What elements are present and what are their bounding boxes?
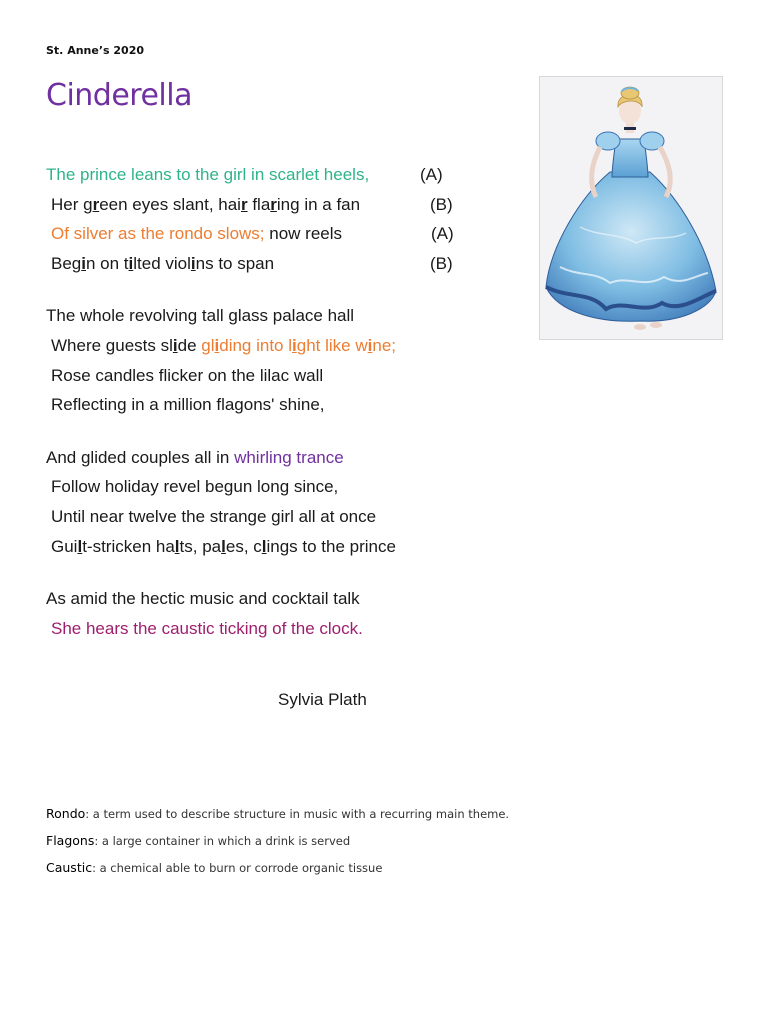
poem-line: Follow holiday revel begun long since, bbox=[51, 477, 339, 497]
poem-line: Of silver as the rondo slows; now reels (A) bbox=[46, 219, 526, 249]
rhyme-marker: (A) bbox=[431, 224, 454, 244]
header-school: St. Anne’s 2020 bbox=[46, 44, 144, 57]
poem-line: Her green eyes slant, hair flaring in a fan (B) bbox=[46, 190, 526, 220]
cinderella-drawing bbox=[540, 77, 722, 339]
glossary-definition: : a chemical able to burn or corrode organic tissue bbox=[92, 861, 383, 875]
rhyme-marker: (B) bbox=[430, 194, 453, 214]
glossary-term: Caustic bbox=[46, 860, 93, 875]
glossary-term: Flagons bbox=[46, 833, 95, 848]
glossary-definition: : a large container in which a drink is served bbox=[94, 834, 351, 848]
poem-body bbox=[46, 160, 526, 643]
poem-line: Where guests slide gliding into light like wine; bbox=[51, 335, 396, 355]
poem-line: And glided couples all in whirling trance bbox=[46, 447, 344, 467]
glossary-definition: : a term used to describe structure in music with a recurring main theme. bbox=[85, 807, 510, 821]
glossary-item bbox=[46, 831, 509, 858]
rhyme-marker: (B) bbox=[430, 253, 453, 273]
poem-line: Guilt-stricken halts, pales, clings to the prince bbox=[51, 536, 396, 556]
glossary-term: Rondo bbox=[46, 806, 86, 821]
poem-line: As amid the hectic music and cocktail talk bbox=[46, 589, 360, 609]
glossary-item bbox=[46, 858, 509, 885]
poem-line: Reflecting in a million flagons' shine, bbox=[51, 395, 325, 415]
poem-author: Sylvia Plath bbox=[278, 690, 367, 709]
poem-line: Begin on tilted violins to span (B) bbox=[46, 249, 526, 279]
poem-line: Until near twelve the strange girl all at once bbox=[51, 506, 377, 526]
glossary bbox=[46, 804, 509, 885]
poem-title: Cinderella bbox=[46, 78, 192, 113]
poem-line: The prince leans to the girl in scarlet heels, (A) bbox=[46, 160, 526, 190]
glossary-item bbox=[46, 804, 509, 831]
poem-line: Rose candles flicker on the lilac wall bbox=[51, 365, 324, 385]
cinderella-illustration bbox=[539, 76, 723, 340]
poem-line: The whole revolving tall glass palace hall bbox=[46, 306, 355, 326]
poem-line: She hears the caustic ticking of the clock. bbox=[51, 618, 363, 638]
rhyme-marker: (A) bbox=[420, 165, 443, 184]
